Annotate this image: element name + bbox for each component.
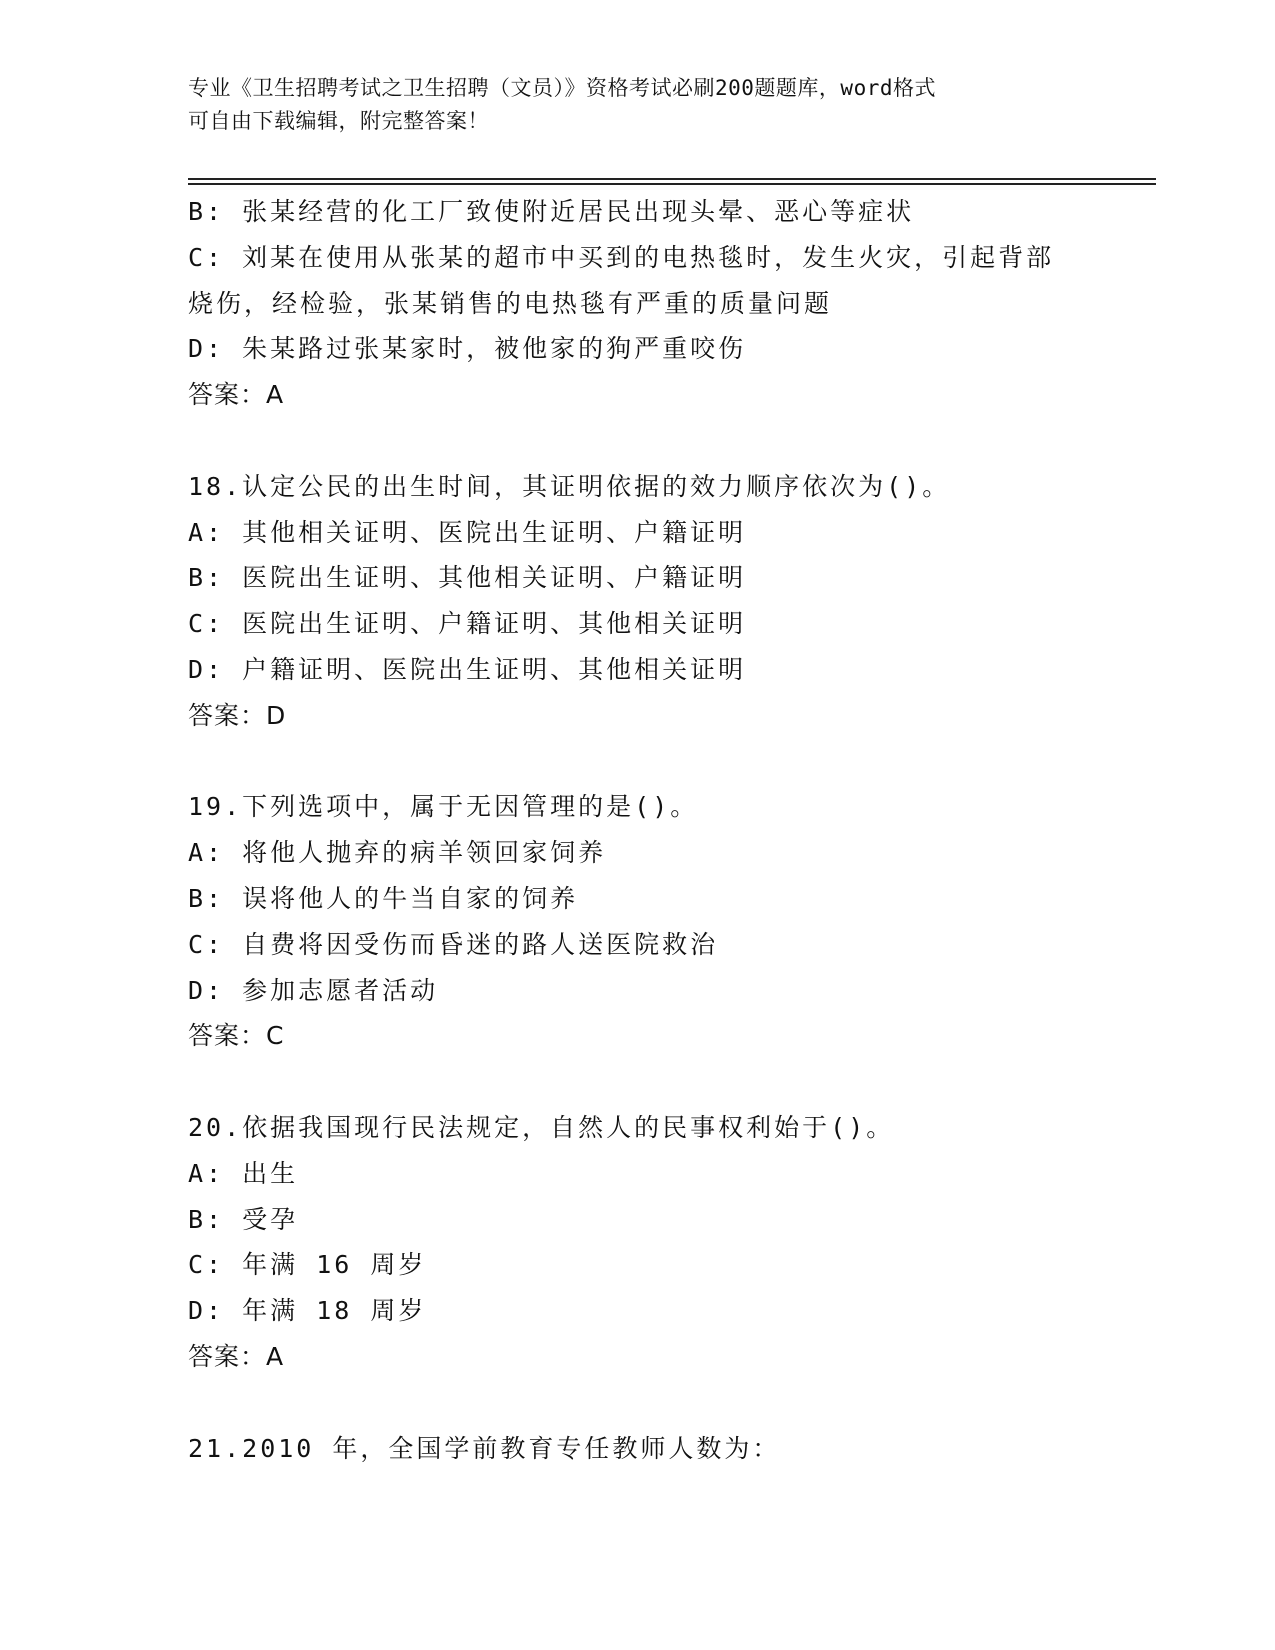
document-header (188, 72, 1088, 138)
option-a: A: 出生 (188, 1158, 299, 1188)
option-d: D: 参加志愿者活动 (188, 975, 439, 1005)
question-text: 18.认定公民的出生时间，其证明依据的效力顺序依次为()。 (188, 471, 951, 501)
header-title-line-2: 可自由下载编辑，附完整答案！ (188, 109, 489, 133)
option-a: A: 将他人抛弃的病羊领回家饲养 (188, 838, 607, 868)
option-c-line-2: 烧伤，经检验，张某销售的电热毯有严重的质量问题 (188, 288, 833, 318)
header-divider-bottom (188, 183, 1156, 185)
spacer (188, 1380, 1148, 1426)
option-b: B: 受孕 (188, 1204, 299, 1234)
spacer (188, 739, 1148, 785)
question-block-18 (188, 464, 1148, 739)
option-c-line-1: C: 刘某在使用从张某的超市中买到的电热毯时，发生火灾，引起背部 (188, 242, 1055, 272)
option-b: B: 张某经营的化工厂致使附近居民出现头晕、恶心等症状 (188, 197, 915, 226)
option-c: C: 年满 16 周岁 (188, 1250, 427, 1280)
question-text: 19.下列选项中，属于无因管理的是()。 (188, 792, 699, 822)
answer-line: 答案：A (188, 380, 285, 410)
option-a: A: 其他相关证明、医院出生证明、户籍证明 (188, 517, 747, 547)
header-divider-top (188, 178, 1156, 180)
question-block-17 (188, 189, 1148, 418)
question-block-20 (188, 1105, 1148, 1380)
answer-line: 答案：D (188, 700, 287, 730)
answer-line: 答案：C (188, 1021, 285, 1051)
option-c: C: 自费将因受伤而昏迷的路人送医院救治 (188, 929, 719, 959)
spacer (188, 1059, 1148, 1105)
option-d: D: 朱某路过张某家时，被他家的狗严重咬伤 (188, 334, 747, 364)
spacer (188, 418, 1148, 464)
question-list (188, 189, 1148, 1471)
answer-line: 答案：A (188, 1341, 285, 1371)
option-b: B: 误将他人的牛当自家的饲养 (188, 883, 579, 913)
option-d: D: 年满 18 周岁 (188, 1296, 427, 1326)
option-d: D: 户籍证明、医院出生证明、其他相关证明 (188, 654, 747, 684)
option-b: B: 医院出生证明、其他相关证明、户籍证明 (188, 563, 747, 593)
option-c: C: 医院出生证明、户籍证明、其他相关证明 (188, 609, 747, 639)
question-block-19 (188, 784, 1148, 1059)
header-title-line-1: 专业《卫生招聘考试之卫生招聘（文员）》资格考试必刷200题题库，word格式 (188, 76, 936, 100)
question-text: 21.2010 年，全国学前教育专任教师人数为： (188, 1433, 781, 1463)
question-text: 20.依据我国现行民法规定，自然人的民事权利始于()。 (188, 1112, 895, 1142)
question-block-21 (188, 1426, 1148, 1472)
